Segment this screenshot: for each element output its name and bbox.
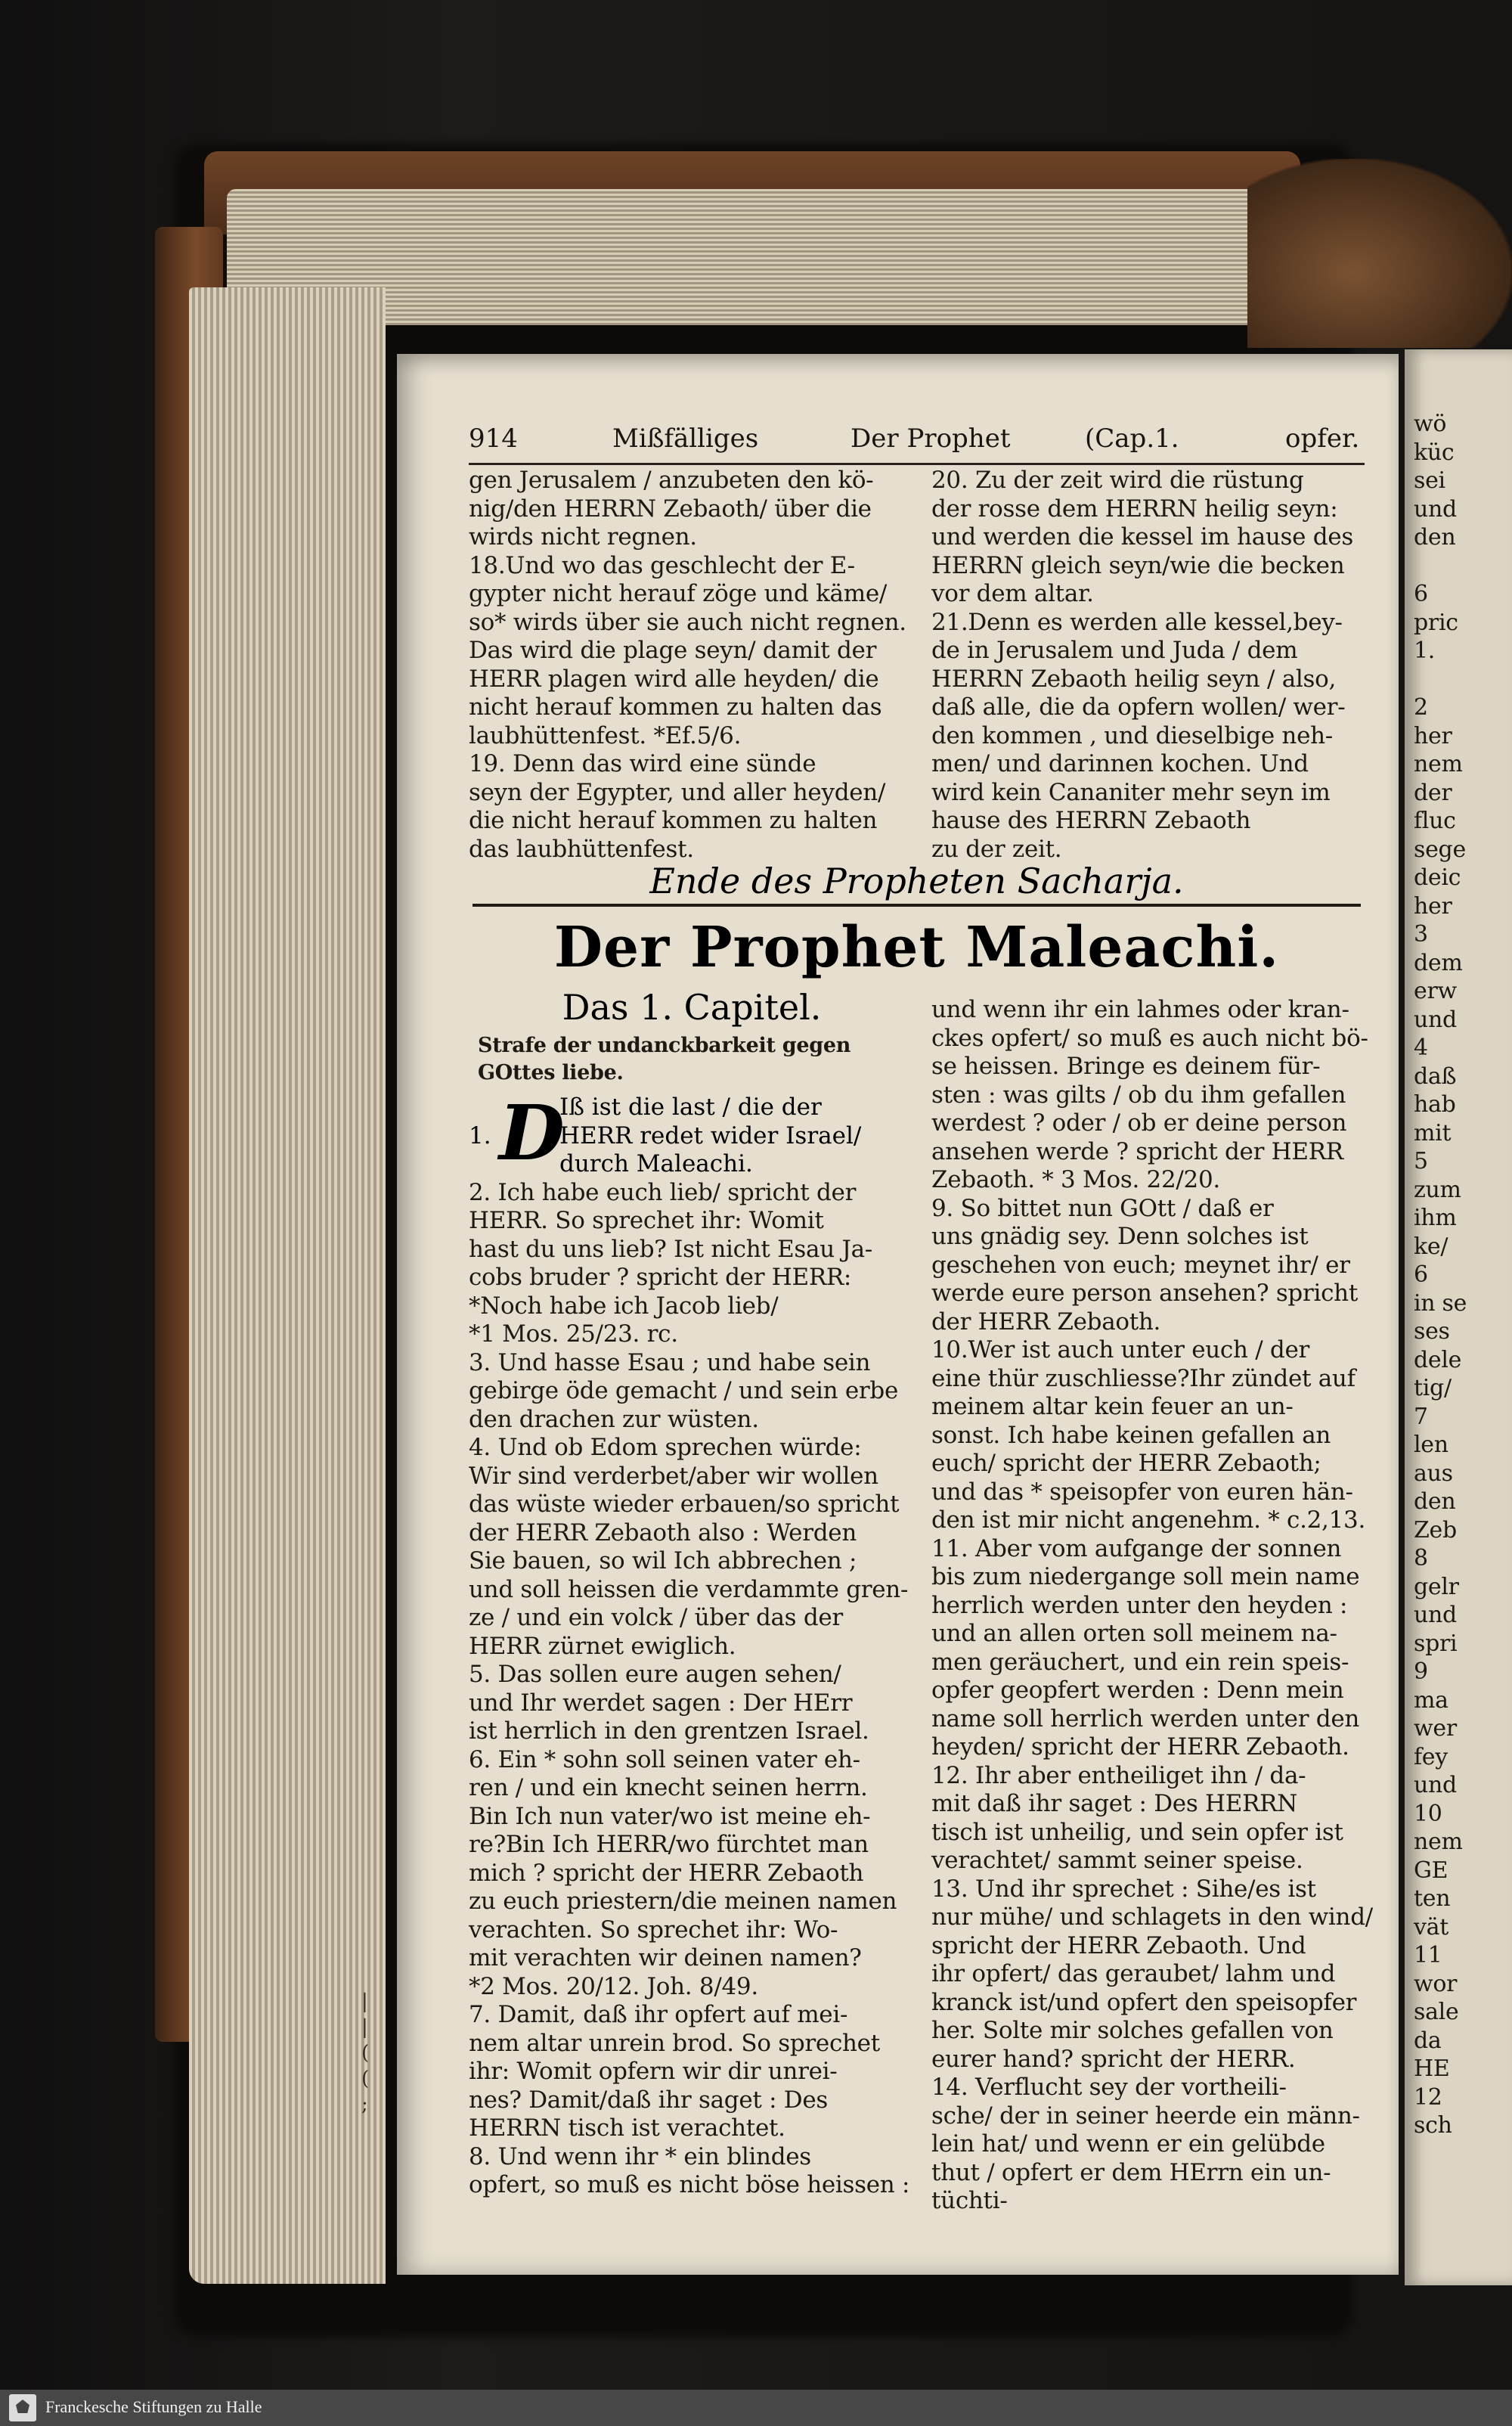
facing-page bbox=[1405, 349, 1512, 2285]
verse-1-number: 1. bbox=[469, 1122, 491, 1149]
margin-marks: | | ( ( ; bbox=[361, 1990, 370, 2116]
torn-spine-edge bbox=[1247, 159, 1512, 348]
end-of-book-note: Ende des Propheten Sacharja. bbox=[649, 861, 1184, 901]
facing-page-text: wö küc sei und den 6 pric 1. 2 her nem der fluc sege deic her 3 dem erw und 4 daß hab mit 5 zum ihm ke/ 6 in se ses dele tig/ 7 len aus den Zeb 8 gelr und spri 9 ma wer fey und 10 nem GE ten vät 11 wor sale da HE 12 sch bbox=[1414, 411, 1467, 2139]
running-head-right-word: opfer. bbox=[1285, 423, 1360, 454]
page-edges-left bbox=[189, 287, 386, 2284]
chapter-summary: Strafe der undanckbarkeit gegen GOttes liebe. bbox=[478, 1034, 851, 1084]
book-title: Der Prophet Maleachi. bbox=[553, 915, 1280, 980]
drop-cap: D bbox=[499, 1088, 565, 1177]
chapter-title: Das 1. Capitel. bbox=[562, 987, 822, 1028]
verse-1-text: Iß ist die last / die der HERR redet wider Israel/ durch Maleachi. bbox=[559, 1094, 862, 1177]
right-column-main: und wenn ihr ein lahmes oder kran- ckes opfert/ so muß es auch nicht bö- se heissen. Bringe es deinem für- sten : was gilts / ob du ihm gefallen werdest ? oder / ob er deine person ansehen werde ? spricht der HERR Zebaoth. * 3 Mos. 22/20. 9. So bittet nun GOtt / daß er uns gnädig sey. Denn solches ist geschehen von euch; meynet ihr/ er werde eure person ansehen? spricht der HERR Zebaoth. 10.Wer ist auch unter euch / der eine thür zuschliesse?Ihr zündet auf meinem altar kein feuer an un- sonst. Ich habe keinen gefallen an euch/ spricht der HERR Zebaoth; und das * speisopfer von euren hän- den ist mir nicht angenehm. * c.2,13. 11. Aber vom aufgange der sonnen bis zum niedergange soll mein name herrlich werden unter den heyden : und an allen orten soll meinem na- men geräuchert, und ein rein speis- opfer geopfert werden : Denn mein name soll herrlich werden unter den heyden/ spricht der HERR Zebaoth. 12. Ihr aber entheiliget ihn / da- mit daß ihr saget : Des HERRN tisch ist unheilig, und sein opfer ist verachtet/ sammt seiner speise. 13. Und ihr sprechet : Sihe/es ist nur mühe/ und schlagets in den wind/ spricht der HERR Zebaoth. Und ihr opfert/ das geraubet/ lahm und kranck ist/und opfert den speisopfer her. Solte mir solches gefallen von eurer hand? spricht der HERR. 14. Verflucht sey der vortheili- sche/ der in seiner heerde ein männ- lein hat/ und wenn er ein gelübde thut / opfert er dem HErrn ein un- tüchti- bbox=[931, 996, 1373, 2214]
running-head-center: Der Prophet bbox=[850, 423, 1011, 454]
running-head-rule bbox=[469, 463, 1365, 465]
page-edges-top bbox=[227, 189, 1376, 325]
running-head-chapter: (Cap.1. bbox=[1085, 423, 1179, 454]
page-number: 914 bbox=[469, 423, 518, 454]
section-rule bbox=[472, 904, 1361, 907]
right-column-top: 20. Zu der zeit wird die rüstung der rosse dem HERRN heilig seyn: und werden die kessel im hause des HERRN gleich seyn/wie die becken vor dem altar. 21.Denn es werden alle kessel,bey- de in Jerusalem und Juda / dem HERRN Zebaoth heilig seyn / also, daß alle, die da opfern wollen/ wer- den kommen , und dieselbige neh- men/ und darinnen kochen. Und wird kein Cananiter mehr seyn im hause des HERRN Zebaoth zu der zeit. bbox=[931, 467, 1353, 863]
running-head-left-word: Mißfälliges bbox=[612, 423, 759, 454]
footer-credit: Franckesche Stiftungen zu Halle bbox=[45, 2397, 262, 2416]
left-column-top: gen Jerusalem / anzubeten den kö- nig/den HERRN Zebaoth/ über die wirds nicht regnen. 18.Und wo das geschlecht der E- gypter nicht herauf zöge und käme/ so* wirds über sie auch nicht regnen. Das wird die plage seyn/ damit der HERR plagen wird alle heyden/ die nicht herauf kommen zu halten das laubhüttenfest. *Ef.5/6. 19. Denn das wird eine sünde seyn der Egypter, und aller heyden/ die nicht herauf kommen zu halten das laubhüttenfest. bbox=[469, 467, 906, 863]
left-column-main: 2. Ich habe euch lieb/ spricht der HERR. So sprechet ihr: Womit hast du uns lieb? Ist nicht Esau Ja- cobs bruder ? spricht der HERR: *Noch habe ich Jacob lieb/ *1 Mos. 25/23. rc. 3. Und hasse Esau ; und habe sein gebirge öde gemacht / und sein erbe den drachen zur wüsten. 4. Und ob Edom sprechen würde: Wir sind verderbet/aber wir wollen das wüste wieder erbauen/so spricht der HERR Zebaoth also : Werden Sie bauen, so wil Ich abbrechen ; und soll heissen die verdammte gren- ze / und ein volck / über das der HERR zürnet ewiglich. 5. Das sollen eure augen sehen/ und Ihr werdet sagen : Der HErr ist herrlich in den grentzen Israel. 6. Ein * sohn soll seinen vater eh- ren / und ein knecht seinen herrn. Bin Ich nun vater/wo ist meine eh- re?Bin Ich HERR/wo fürchtet man mich ? spricht der HERR Zebaoth zu euch priestern/die meinen namen verachten. So sprechet ihr: Wo- mit verachten wir deinen namen? *2 Mos. 20/12. Joh. 8/49. 7. Damit, daß ihr opfert auf mei- nem altar unrein brod. So sprechet ihr: Womit opfern wir dir unrei- nes? Damit/daß ihr saget : Des HERRN tisch ist verachtet. 8. Und wenn ihr * ein blindes opfert, so muß es nicht böse heissen : bbox=[469, 1178, 910, 2198]
institution-logo-icon bbox=[9, 2394, 36, 2421]
running-head bbox=[469, 423, 1365, 461]
